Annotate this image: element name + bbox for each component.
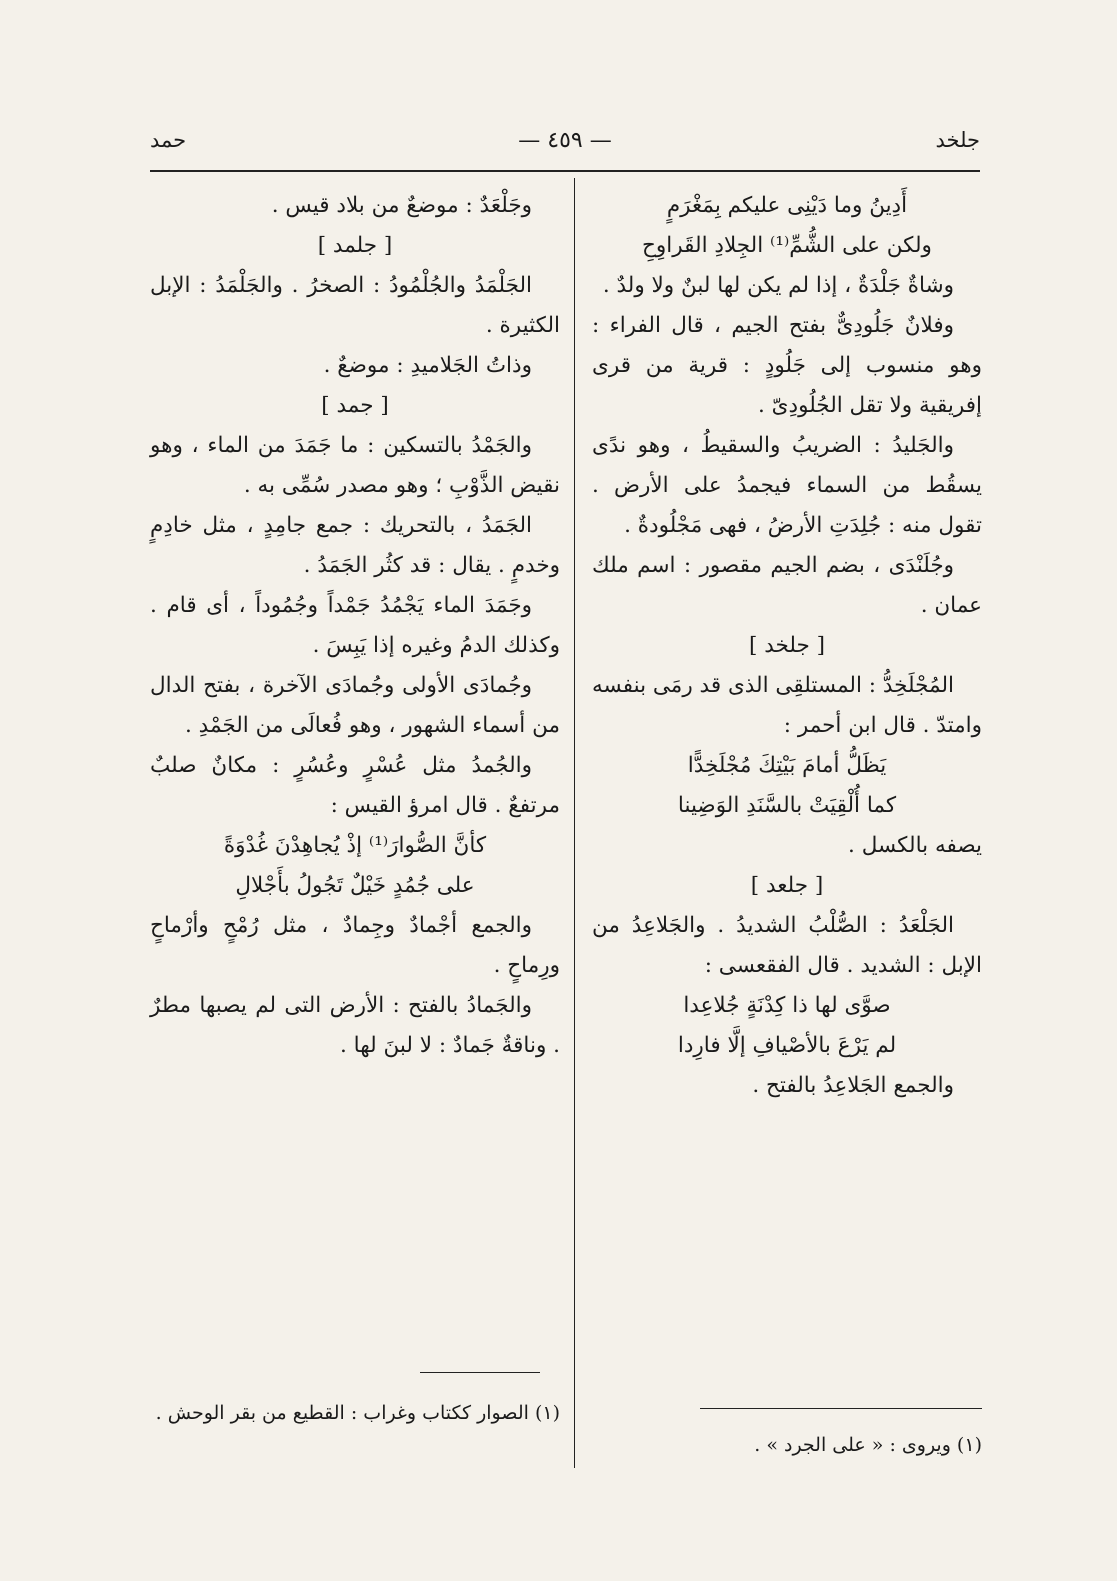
entry-paragraph: الجَمَدُ ، بالتحريك : جمع جامِدٍ ، مثل خادِمٍ وخدمٍ . يقال : قد كثُر الجَمَدُ . <box>150 513 560 578</box>
verse-line: كأنَّ الصُّوارَ⁽¹⁾ إذْ يُجاهِدْنَ غُدْوَةً <box>223 833 487 858</box>
entry-paragraph: المُجْلَخِدُّ : المستلقِى الذى قد رمَى بنفسه وامتدّ . قال ابن أحمر : <box>592 673 982 738</box>
entry-paragraph: الجَلْمَدُ والجُلْمُودُ : الصخرُ . والجَلْمَدُ : الإبل الكثيرة . <box>150 273 560 338</box>
entry-paragraph: والجَمادُ بالفتح : الأرض التى لم يصبها مطرٌ . وناقةٌ جَمادٌ : لا لبنَ لها . <box>150 993 560 1058</box>
entry-paragraph: وشاةٌ جَلْدَةٌ ، إذا لم يكن لها لبنٌ ولا ولدٌ . <box>602 273 954 298</box>
verse-line: كما أُلْقِيَتْ بالسَّنَدِ الوَضِينا <box>677 793 897 818</box>
verse-line: صوَّى لها ذا كِدْنَةٍ جُلاعِدا <box>683 993 891 1018</box>
verse-line: ولكن على الشُّمِّ⁽¹⁾ الجِلادِ القَراوِحِ <box>642 233 932 258</box>
root-heading: [ جلعد ] <box>750 873 824 898</box>
right-column <box>592 186 982 1106</box>
entry-paragraph: والجمع أجْمادٌ وجِمادٌ ، مثل رُمْحٍ وأرْماحٍ ورِماحٍ . <box>150 913 560 978</box>
entry-paragraph: والجُمدُ مثل عُسْرٍ وعُسُرٍ : مكانٌ صلبٌ مرتفعٌ . قال امرؤ القيس : <box>150 753 560 818</box>
entry-paragraph: والجَمْدُ بالتسكين : ما جَمَدَ من الماء ، وهو نقيض الذَّوْبِ ؛ وهو مصدر سُمِّى به . <box>150 433 560 498</box>
entry-paragraph: وجَمَدَ الماء يَجْمُدُ جَمْداً وجُمُوداً ، أى قام . وكذلك الدمُ وغيره إذا يَبِسَ . <box>150 593 560 658</box>
header-entry-word-right: جلخد <box>935 128 980 152</box>
root-heading: [ جمد ] <box>321 393 389 418</box>
entry-paragraph: وفلانٌ جَلُودِىٌّ بفتح الجيم ، قال الفراء : وهو منسوب إلى جَلُودٍ : قرية من قرى إفريقية ولا تقل الجُلُودِىّ . <box>592 313 982 418</box>
left-footnote: (١) الصوار ككتاب وغراب : القطيع من بقر الوحش . <box>155 1402 560 1424</box>
header-rule <box>150 170 980 172</box>
header-entry-word-left: حمد <box>150 128 187 152</box>
root-heading: [ جلمد ] <box>317 233 393 258</box>
entry-paragraph: الجَلْعَدُ : الصُّلْبُ الشديدُ . والجَلاعِدُ من الإبل : الشديد . قال الفقعسى : <box>592 913 982 978</box>
entry-paragraph: وذاتُ الجَلاميدِ : موضعٌ . <box>323 353 532 378</box>
left-footnote-rule <box>420 1372 540 1373</box>
left-column <box>150 186 560 1066</box>
root-heading: [ جلخد ] <box>748 633 826 658</box>
page-number: — ٤٥٩ — <box>518 128 612 153</box>
entry-paragraph: والجمع الجَلاعِدُ بالفتح . <box>752 1073 954 1098</box>
column-divider <box>574 178 575 1468</box>
right-footnote-rule <box>700 1408 982 1409</box>
entry-paragraph: وجُمادَى الأولى وجُمادَى الآخرة ، بفتح الدال من أسماء الشهور ، وهو فُعالَى من الجَمْدِ . <box>150 673 560 738</box>
verse-line: على جُمُدٍ خَيْلٌ تَجُولُ بأَجْلالِ <box>235 873 475 898</box>
entry-paragraph: وجَلْعَدٌ : موضعٌ من بلاد قيس . <box>271 193 532 218</box>
entry-paragraph: وجُلَنْدَى ، بضم الجيم مقصور : اسم ملك عمان . <box>592 553 982 618</box>
verse-line: أَدِينُ وما دَيْنِى عليكم بِمَغْرَمٍ <box>666 193 908 218</box>
right-footnote: (١) ويروى : « على الجرد » . <box>754 1434 982 1456</box>
entry-paragraph: يصفه بالكسل . <box>848 833 982 858</box>
entry-paragraph: والجَليدُ : الضريبُ والسقيطُ ، وهو ندًى يسقُط من السماء فيجمدُ على الأرض . تقول منه : جُلِدَتِ الأرضُ ، فهى مَجْلُودةٌ . <box>592 433 982 538</box>
verse-line: لم يَرْعَ بالأصْيافِ إلَّا فارِدا <box>677 1033 897 1058</box>
verse-line: يَظَلُّ أمامَ بَيْتِكَ مُجْلَخِدًّا <box>687 753 887 778</box>
page-header <box>150 128 980 162</box>
